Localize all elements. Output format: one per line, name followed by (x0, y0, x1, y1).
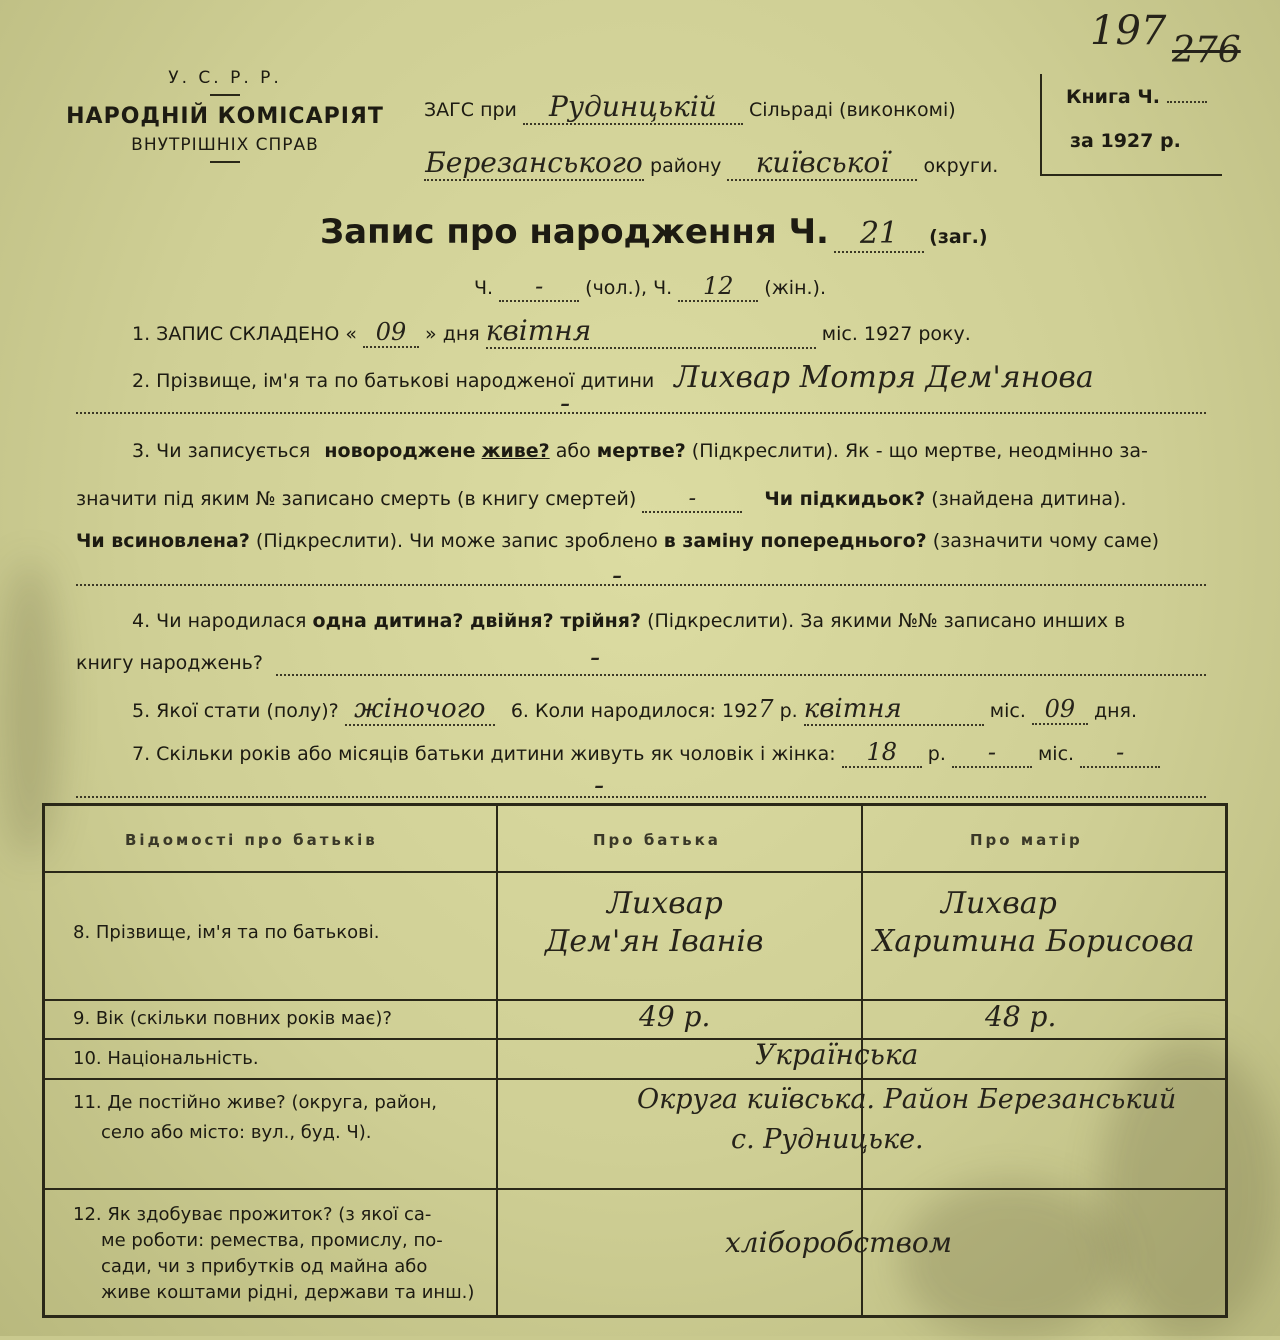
district-label: району (650, 155, 722, 177)
father-age: 49 р. (639, 1000, 711, 1033)
f2-label: 2. Прізвище, ім'я та по батькові народженої дитини (132, 370, 655, 392)
col-header-mother: Про матір (970, 831, 1083, 849)
row-9-label: 9. Вік (скільки повних років має)? (73, 1008, 392, 1029)
f3-dead: мертве? (596, 440, 686, 462)
struck-page-number: 276 (1172, 30, 1241, 71)
book-label (1066, 86, 1207, 108)
row-12-label-line-2: ме роботи: ремества, промислу, по- (101, 1230, 443, 1251)
record-suffix: (заг.) (929, 226, 988, 248)
female-count: 12 (678, 272, 758, 302)
okrug-value: київської (727, 146, 917, 181)
zags-label: ЗАГС при (424, 99, 517, 121)
row-8-label: 8. Прізвище, ім'я та по батькові. (73, 922, 380, 943)
f7-tail: - (1080, 738, 1160, 768)
f1-month: квітня (486, 314, 816, 349)
row-divider (45, 1078, 1225, 1080)
f7-mis: міс. (1037, 743, 1075, 765)
f6-dnya: дня. (1093, 700, 1138, 722)
f2-dash: - (560, 386, 571, 421)
f3-alive: живе? (481, 440, 550, 462)
record-number: 21 (834, 216, 924, 253)
mother-age: 48 р. (985, 1000, 1057, 1033)
female-label: (жін.). (764, 277, 827, 299)
father-name: Дем'ян Іванів (545, 924, 764, 959)
f3-continuation-line (76, 584, 1206, 586)
f4-rest: (Підкреслити). За якими №№ записано инших в (647, 610, 1126, 632)
col-header-info: Відомості про батьків (125, 831, 378, 849)
okrug-label: округи. (923, 155, 999, 177)
f2-continuation-line (76, 412, 1206, 414)
f3-found-note: (знайдена дитина). (931, 488, 1127, 510)
field-4-line-2 (76, 652, 263, 674)
f3-a: 3. Чи записується (132, 440, 311, 462)
f6-label: 6. Коли народилося: 192 (510, 700, 759, 722)
f3-adopt: Чи всиновлена? (76, 530, 250, 552)
f3-new: новороджене (324, 440, 476, 462)
book-year: за 1927 р. (1070, 130, 1181, 152)
ch-label: Ч. (474, 277, 494, 299)
page-number: 197 (1090, 8, 1167, 54)
field-4-line-1 (132, 610, 1125, 632)
row-divider (45, 1188, 1225, 1190)
ussr-label: У. С. Р. Р. (168, 68, 282, 88)
f3-line2a: значити під яким № записано смерть (в книгу смертей) (76, 488, 637, 510)
internal-affairs-label: ВНУТРІШНІХ СПРАВ (131, 135, 319, 155)
f3-replace: в заміну попереднього? (663, 530, 927, 552)
f3-or: або (555, 440, 591, 462)
f1-end: міс. 1927 року. (821, 323, 971, 345)
issuer-header (60, 68, 390, 171)
field-5-6 (132, 694, 1137, 726)
residence-line-2: с. Рудницьке. (731, 1124, 924, 1155)
f6-mis: міс. (989, 700, 1026, 722)
male-label: (чол.), Ч. (585, 277, 673, 299)
f7-dash: - (594, 768, 605, 803)
selrada-value: Рудинцькій (523, 90, 743, 125)
occupation-value: хліборобством (725, 1226, 952, 1259)
f1-label: 1. ЗАПИС СКЛАДЕНО « (132, 323, 357, 345)
field-3-line-2 (76, 486, 1126, 513)
district-value: Березанського (425, 146, 643, 179)
f7-months: - (952, 738, 1032, 768)
district-line (424, 146, 998, 181)
record-subnumbers (474, 272, 826, 302)
row-10-label: 10. Національність. (73, 1048, 259, 1069)
mother-surname: Лихвар (941, 886, 1057, 921)
f1-mid: » дня (425, 323, 480, 345)
f5-label: 5. Якої стати (полу)? (132, 700, 339, 722)
field-3-line-3 (76, 530, 1159, 552)
f3-death-number: - (642, 486, 742, 513)
f3-rest: (Підкреслити). Як - що мертве, неодмінно за- (691, 440, 1148, 462)
row-11-label-line-1: 11. Де постійно живе? (округа, район, (73, 1092, 438, 1113)
f7-years: 18 (842, 738, 922, 768)
mother-name: Харитина Борисова (873, 924, 1195, 959)
field-7 (132, 738, 1160, 768)
f4-continuation-line (276, 674, 1206, 676)
f4-dash: - (590, 640, 601, 675)
f4-line2: книгу народжень? (76, 652, 263, 674)
f6-day: 09 (1032, 695, 1088, 725)
field-3-line-1 (132, 440, 1148, 462)
row-12-label-line-3: сади, чи з прибутків од майна або (101, 1256, 428, 1277)
zags-line (424, 90, 956, 125)
f4-a: 4. Чи народилася (132, 610, 307, 632)
f3-line3: (Підкреслити). Чи може запис зроблено (255, 530, 658, 552)
parents-table (42, 803, 1228, 1318)
record-title-text: Запис про народження Ч. (320, 212, 829, 252)
f3-found: Чи підкидьок? (764, 488, 926, 510)
f4-options: одна дитина? двійня? трійня? (312, 610, 642, 632)
row-divider (45, 1038, 1225, 1040)
f7-label: 7. Скільки років або місяців батьки дитини живуть як чоловік і жінка: (132, 743, 836, 765)
col-divider (496, 806, 498, 1315)
row-11-label-line-2: село або місто: вул., буд. Ч). (101, 1122, 372, 1143)
field-1 (132, 314, 971, 349)
book-number-label: Книга Ч. (1066, 86, 1160, 108)
record-title (320, 212, 988, 253)
row-divider (45, 871, 1225, 873)
f3-line3end: (зазначити чому саме) (932, 530, 1160, 552)
commissariat-label: НАРОДНІЙ КОМІСАРІЯТ (66, 104, 384, 129)
f6-r: р. (779, 700, 798, 722)
nationality-value: Українська (755, 1038, 919, 1071)
field-2 (132, 360, 1094, 395)
row-12-label-line-4: живе коштами рідні, держави та инш.) (101, 1282, 475, 1303)
f1-day: 09 (363, 318, 419, 348)
father-surname: Лихвар (607, 886, 723, 921)
row-12-label-line-1: 12. Як здобуває прожиток? (з якої са- (73, 1204, 432, 1225)
f3-dash: - (612, 558, 623, 593)
selrada-label: Сільраді (виконкомі) (749, 99, 956, 121)
residence-line-1: Округа київська. Район Березанський (637, 1084, 1177, 1115)
f5-value: жіночого (345, 694, 495, 726)
f7-r: р. (927, 743, 946, 765)
f7-continuation-line (76, 796, 1206, 798)
f2-value: Лихвар Мотря Дем'янова (674, 360, 1094, 395)
f6-month: квітня (804, 694, 984, 726)
col-header-father: Про батька (593, 831, 721, 849)
f6-year: 7 (758, 695, 774, 723)
male-count: - (499, 272, 579, 302)
